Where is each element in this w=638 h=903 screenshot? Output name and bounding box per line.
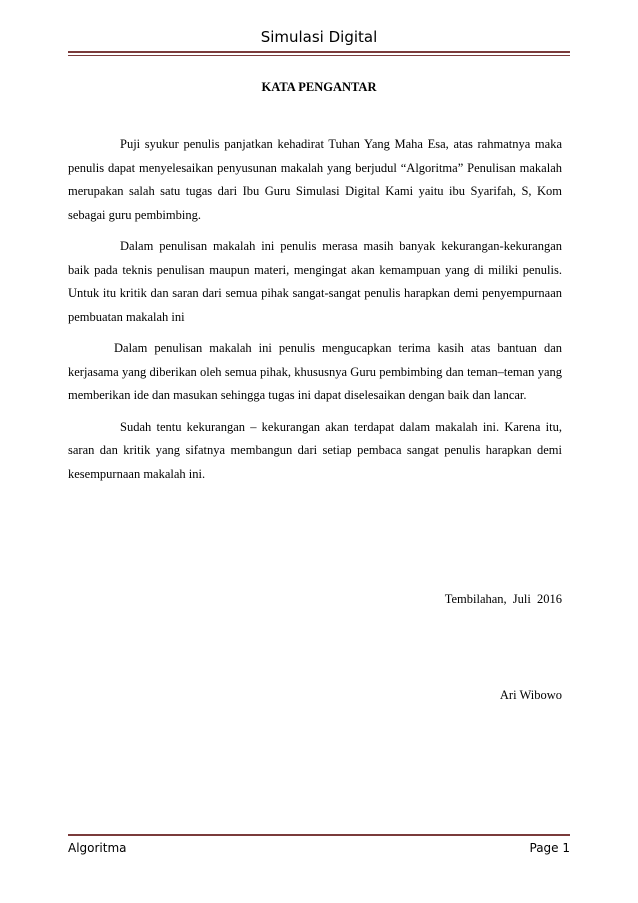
document-body — [68, 133, 562, 494]
footer-rule — [68, 834, 570, 836]
paragraph-4: Sudah tentu kekurangan – kekurangan akan terdapat dalam makalah ini. Karena itu, saran dan kritik yang sifatnya membangun dari setiap pembaca sangat penulis harapkan demi kesempurnaan makalah ini. — [68, 419, 562, 481]
page-header-title: Simulasi Digital — [260, 28, 378, 46]
paragraph-2: Dalam penulisan makalah ini penulis merasa masih banyak kekurangan-kekurangan baik pada teknis penulisan maupun materi, mengingat akan kemampuan yang di miliki penulis. Untuk itu kritik dan saran dari semua pihak sangat-sangat penulis harapkan demi penyempurnaan pembuatan makalah ini — [68, 239, 562, 324]
signature-name: Ari Wibowo — [499, 688, 562, 702]
header-rule-thin — [68, 55, 570, 56]
place-date: Tembilahan, Juli 2016 — [444, 592, 562, 606]
paragraph-3: Dalam penulisan makalah ini penulis mengucapkan terima kasih atas bantuan dan kerjasama yang diberikan oleh semua pihak, khususnya Guru pembimbing dan teman–teman yang memberikan ide dan masukan sehingga tugas ini dapat diselesaikan dengan baik dan lancar. — [68, 341, 562, 402]
paragraph-1: Puji syukur penulis panjatkan kehadirat Tuhan Yang Maha Esa, atas rahmatnya maka penulis dapat menyelesaikan penyusunan makalah yang berjudul “Algoritma” Penulisan makalah merupakan salah satu tugas dari Ibu Guru Simulasi Digital Kami yaitu ibu Syarifah, S, Kom sebagai guru pembimbing. — [68, 137, 562, 222]
header-rule — [68, 51, 570, 53]
page-number: Page 1 — [529, 841, 570, 855]
footer-title: Algoritma — [68, 841, 127, 855]
document-heading: KATA PENGANTAR — [261, 80, 377, 94]
